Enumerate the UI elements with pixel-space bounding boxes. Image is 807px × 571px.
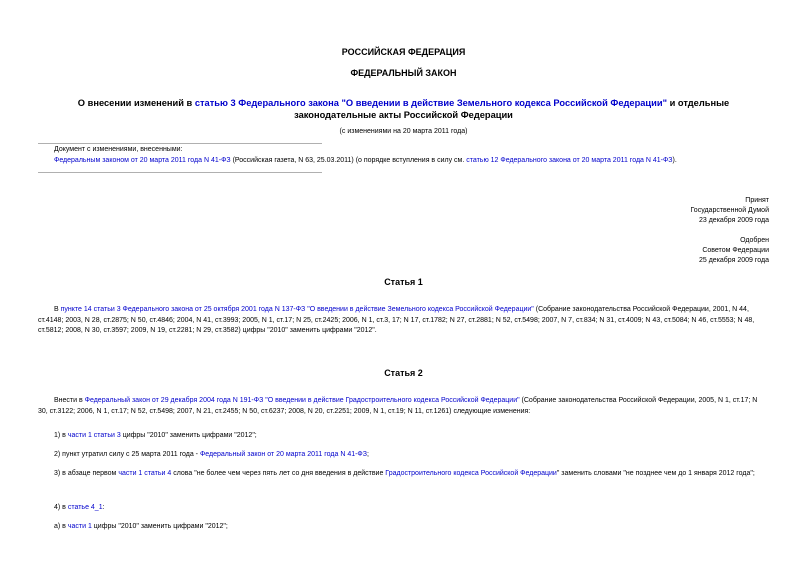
adoption-line: Принят: [745, 197, 769, 204]
changes-text-end: ).: [672, 157, 677, 164]
article1-body: [38, 305, 769, 337]
text-span: 3) в абзаце первом: [54, 470, 119, 477]
title-prefix: О внесении изменений в: [77, 98, 195, 108]
text-span: " заменить словами "не позднее чем до 1 января 2012 года";: [556, 470, 755, 477]
changes-bottom-divider: [38, 172, 322, 173]
changes-article-link[interactable]: статью 12 Федерального закона от 20 марта 2011 года N 41-ФЗ: [466, 157, 673, 164]
text-span: (Собрание законодательства Российской Федерации, 2005, N 1, ст.17; N 30, ст.3122; 2006, N 1, ст.17; N 52, ст.5498; 2007, N 21, ст.2455; N 50, ст.6237; 2008, N 20, ст.2251; 2009, N 1, ст.19; N 11, ст.1261) следующие изменения:: [38, 397, 758, 415]
adoption-line: Советом Федерации: [702, 247, 769, 254]
adoption-line: Одобрен: [740, 237, 769, 244]
article2-item-a: [54, 522, 769, 533]
article1-heading: Статья 1: [384, 277, 423, 287]
text-span: :: [102, 504, 105, 511]
item3-link-part[interactable]: части 1 статьи 4: [118, 470, 172, 477]
law-type-heading: ФЕДЕРАЛЬНЫЙ ЗАКОН: [350, 68, 457, 78]
text-span: цифры "2010" заменить цифрами "2012";: [91, 523, 228, 530]
changes-line: [54, 156, 784, 166]
changes-law-link[interactable]: Федеральным законом от 20 марта 2011 года N 41-ФЗ: [54, 157, 231, 164]
text-span: 1) в: [54, 432, 68, 439]
article2-heading: Статья 2: [384, 368, 423, 378]
article2-item2: [54, 450, 769, 461]
changes-top-divider: [38, 143, 322, 144]
text-span: а) в: [54, 523, 68, 530]
adoption-line: 25 декабря 2009 года: [698, 257, 769, 264]
text-span: В: [54, 306, 61, 313]
item-a-link[interactable]: части 1: [67, 523, 92, 530]
article2-body: [38, 396, 769, 417]
item2-link[interactable]: Федеральный закон от 20 марта 2011 года N 41-ФЗ: [199, 451, 367, 458]
country-heading: РОССИЙСКАЯ ФЕДЕРАЦИЯ: [341, 47, 466, 57]
text-span: (Собрание законодательства Российской Федерации, 2001, N 44, ст.4148; 2003, N 28, ст.2875; N 50, ст.4846; 2004, N 41, ст.3993; 2005, N 1, ст.17; N 25, ст.2425; 2006, N 1, ст.3, 17; N 17, ст.1782; N 27, ст.2881; N 52, ст.5498; 2007, N 7, ст.834; N 31, ст.4009; N 43, ст.5084; N 46, ст.5553; N 48, ст.5812; 2008, N 30, ст.3597; 2009, N 19, ст.2281; N 29, ст.3582) цифры "2010" заменить цифрами "2012".: [38, 306, 755, 334]
item4-link[interactable]: статье 4_1: [67, 504, 103, 511]
article2-intro-link[interactable]: Федеральный закон от 29 декабря 2004 года N 191-ФЗ "О введении в действие Градостроительного кодекса Российской Федерации": [84, 397, 520, 404]
text-span: 4) в: [54, 504, 68, 511]
item1-link[interactable]: части 1 статьи 3: [67, 432, 121, 439]
article2-item1: [54, 431, 769, 442]
article2-item3: [38, 469, 769, 480]
title-suffix: и отдельные законодательные акты Российской Федерации: [294, 98, 730, 120]
article2-intro: [38, 396, 769, 417]
law-title: [36, 97, 771, 121]
item3-link-code[interactable]: Градостроительного кодекса Российской Федерации: [385, 470, 557, 477]
text-span: цифры "2010" заменить цифрами "2012";: [120, 432, 257, 439]
changes-text: (Российская газета, N 63, 25.03.2011) (о порядке вступления в силу см.: [230, 157, 467, 164]
text-span: слова "не более чем через пять лет со дня введения в действие: [171, 470, 386, 477]
text-span: ;: [366, 451, 369, 458]
adoption-line: Государственной Думой: [690, 207, 769, 214]
amendment-note: (с изменениями на 20 марта 2011 года): [339, 128, 468, 135]
article1-paragraph: [38, 305, 769, 337]
title-link[interactable]: статью 3 Федерального закона "О введении в действие Земельного кодекса Российской Федерации": [194, 98, 667, 108]
text-span: 2) пункт утратил силу с 25 марта 2011 года -: [54, 451, 200, 458]
article2-item4: [54, 503, 769, 514]
adoption-line: 23 декабря 2009 года: [698, 217, 769, 224]
adoption-council: [699, 236, 769, 266]
adoption-duma: [690, 196, 769, 226]
article1-link[interactable]: пункте 14 статьи 3 Федерального закона от 25 октября 2001 года N 137-ФЗ "О введении в действие Земельного кодекса Российской Федерации": [60, 306, 534, 313]
changes-heading: Документ с изменениями, внесенными:: [54, 146, 183, 153]
text-span: Внести в: [54, 397, 85, 404]
